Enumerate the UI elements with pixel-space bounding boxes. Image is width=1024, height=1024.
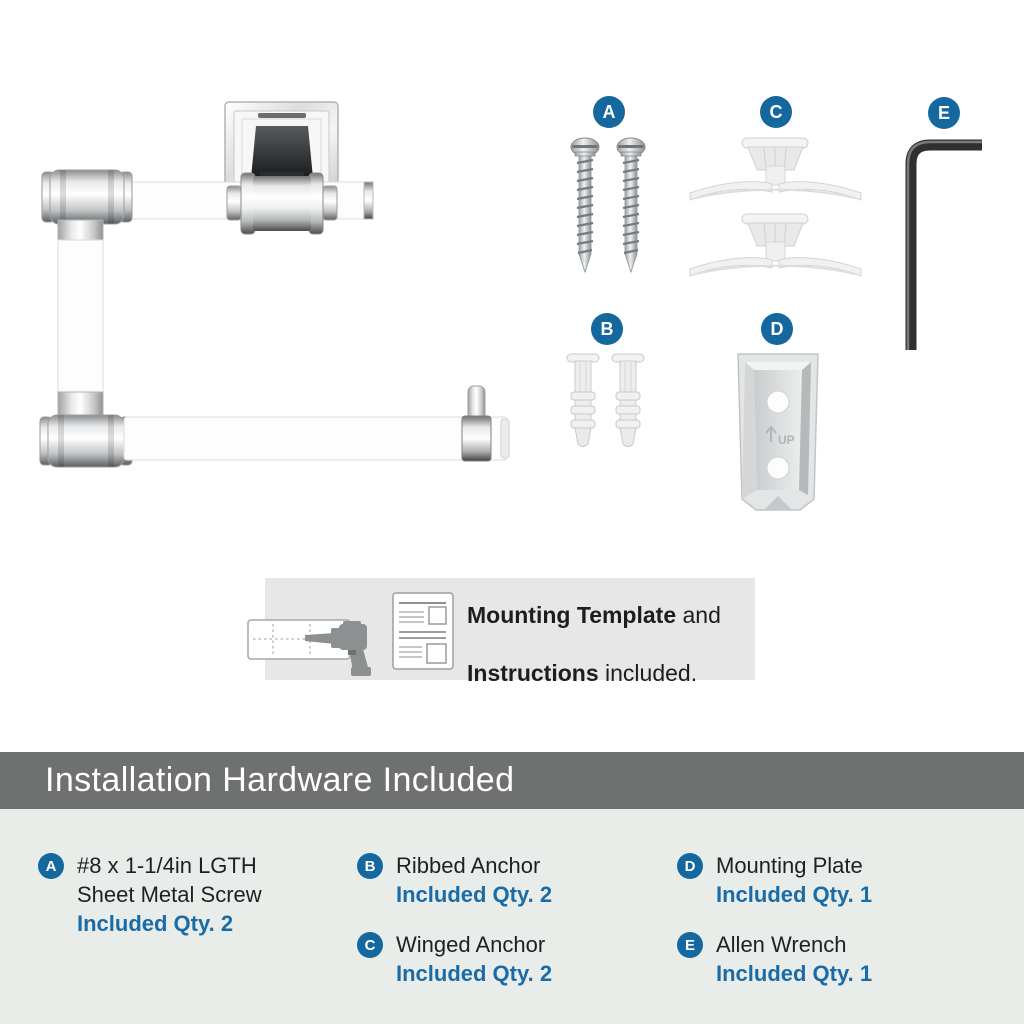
info-plain-and: and (676, 602, 721, 628)
item-name-line1: Allen Wrench (716, 932, 847, 957)
info-bold-mounting-template: Mounting Template (467, 602, 677, 628)
list-item-allen-wrench (677, 930, 872, 988)
mounting-plate-icon (732, 350, 824, 515)
svg-text:UP: UP (778, 433, 795, 447)
section-header (0, 752, 1024, 809)
list-item-ribbed-anchor (357, 851, 552, 909)
bottom-bar (124, 417, 509, 460)
list-item-mounting-plate (677, 851, 872, 909)
roller (227, 173, 337, 234)
item-name-line1: Mounting Plate (716, 853, 863, 878)
item-name-line1: #8 x 1-1/4in LGTH (77, 853, 257, 878)
callout-badge-c: C (760, 96, 792, 128)
mounting-template-icon (247, 597, 375, 677)
section-title: Installation Hardware Included (45, 761, 515, 799)
bottom-joint (40, 392, 132, 467)
callout-badge-e: E (928, 97, 960, 129)
item-qty: Included Qty. 1 (716, 882, 873, 907)
info-text (467, 601, 721, 688)
item-name-line2: Sheet Metal Screw (77, 882, 262, 907)
item-qty: Included Qty. 2 (77, 911, 234, 936)
list-badge-d: D (677, 853, 703, 879)
instructions-icon (392, 592, 454, 670)
list-badge-c: C (357, 932, 383, 958)
list-badge-b: B (357, 853, 383, 879)
product-illustration (20, 80, 520, 490)
item-qty: Included Qty. 2 (396, 882, 553, 907)
item-qty: Included Qty. 2 (396, 961, 553, 986)
list-badge-e: E (677, 932, 703, 958)
screws-icon (568, 136, 650, 286)
ribbed-anchors-icon (566, 352, 648, 458)
info-plain-included: included. (598, 660, 698, 686)
list-badge-a: A (38, 853, 64, 879)
winged-anchors-icon (688, 136, 864, 286)
list-item-winged-anchor (357, 930, 552, 988)
top-joint (42, 170, 132, 242)
allen-wrench-icon (900, 132, 985, 354)
callout-badge-b: B (591, 313, 623, 345)
list-item-screw (38, 851, 262, 938)
callout-badge-d: D (761, 313, 793, 345)
item-name-line1: Winged Anchor (396, 932, 546, 957)
end-pin (462, 386, 491, 461)
vertical-bar (58, 240, 103, 396)
info-bold-instructions: Instructions (467, 660, 599, 686)
callout-badge-a: A (593, 96, 625, 128)
item-qty: Included Qty. 1 (716, 961, 873, 986)
item-name-line1: Ribbed Anchor (396, 853, 541, 878)
